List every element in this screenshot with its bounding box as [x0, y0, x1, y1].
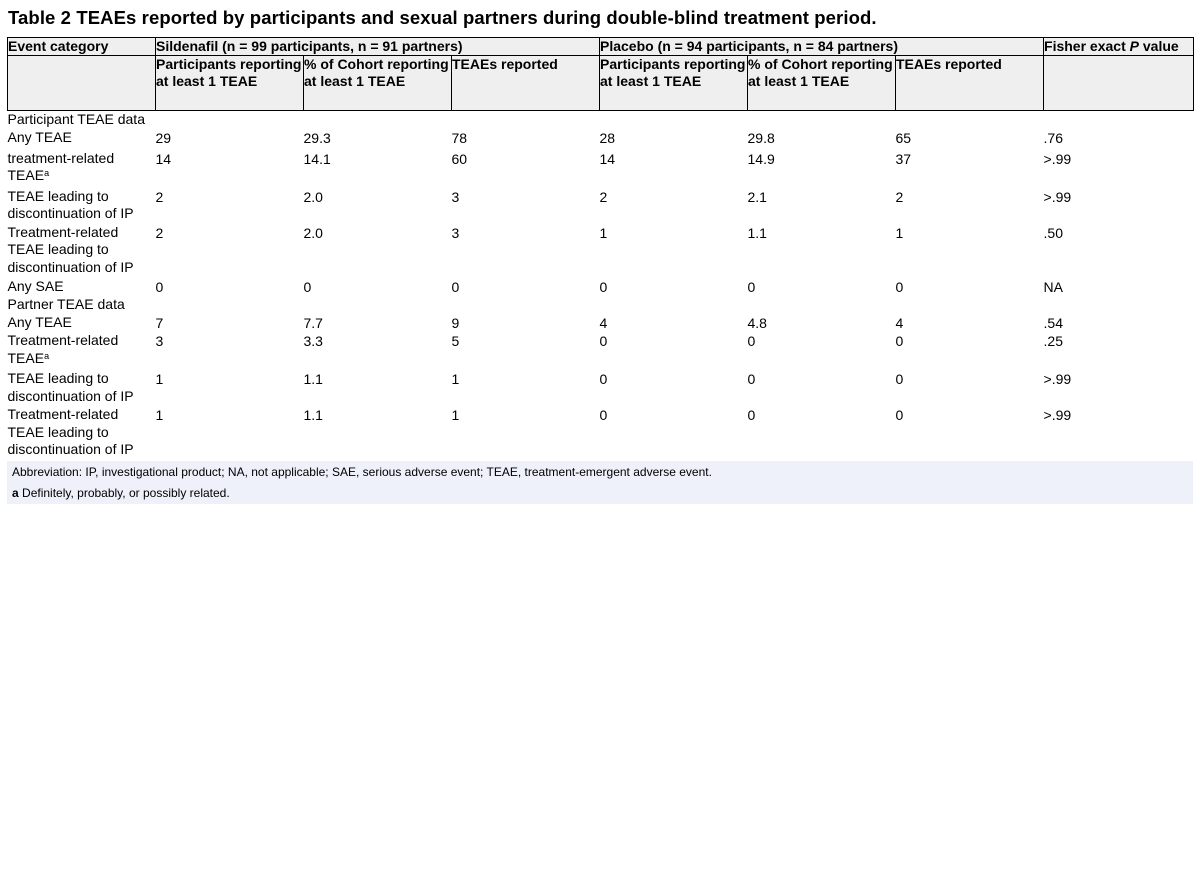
cell-value: 29 — [155, 129, 172, 146]
cell-value: 3.3 — [303, 333, 323, 349]
cell-value: 0 — [747, 278, 756, 295]
cell-value: 28 — [599, 129, 616, 146]
row-label — [8, 129, 156, 150]
footnote-a: a Definitely, probably, or possibly related. — [12, 486, 230, 500]
row-label — [8, 150, 156, 188]
row-label-text: Treatment-related TEAE leading to discontinuation of IP — [7, 223, 134, 275]
row-label-text: treatment-related TEAE — [7, 149, 115, 183]
cell-value: .76 — [1043, 129, 1063, 146]
cell-value: 4.8 — [747, 314, 767, 331]
cell-value: 2.1 — [747, 188, 767, 205]
header-row-sub — [8, 56, 1194, 111]
cell-value: 3 — [155, 333, 164, 349]
row-label-text: Treatment-related TEAE leading to discontinuation of IP — [7, 406, 134, 457]
cell-value: 0 — [451, 278, 460, 295]
cell-value: 65 — [895, 129, 912, 146]
row-label-text: Any TEAE — [7, 313, 72, 330]
cell-value: 4 — [599, 314, 608, 331]
cell-value: 0 — [895, 407, 904, 423]
cell-value: 7 — [155, 314, 164, 331]
header-sil-participants: Participants reporting at least 1 TEAE — [156, 56, 304, 111]
header-empty — [8, 56, 156, 111]
section-row — [8, 111, 1194, 129]
cell-value: 0 — [747, 407, 756, 423]
cell-value: 1 — [155, 407, 164, 423]
cell-value: >.99 — [1043, 371, 1072, 387]
cell-value: 0 — [747, 333, 756, 349]
cell-value: 2.0 — [303, 188, 323, 205]
section-label: Participant TEAE data — [7, 111, 145, 127]
teae-table — [7, 37, 1194, 460]
cell-value: >.99 — [1043, 150, 1072, 167]
table-row — [8, 370, 1194, 406]
row-label — [8, 188, 156, 224]
row-label — [8, 370, 156, 406]
cell-value: 37 — [895, 150, 912, 167]
cell-value: .50 — [1043, 224, 1063, 241]
table-row — [8, 332, 1194, 370]
cell-value: 78 — [451, 129, 468, 146]
row-label — [8, 406, 156, 460]
cell-value: 14 — [599, 150, 616, 167]
cell-value: 0 — [599, 407, 608, 423]
cell-value: 1.1 — [747, 224, 767, 241]
cell-value: .54 — [1043, 314, 1063, 331]
cell-value: >.99 — [1043, 407, 1072, 423]
footnotes — [7, 461, 1193, 504]
row-label-text: Treatment-related TEAE — [7, 332, 119, 366]
row-label-text: Any SAE — [7, 277, 64, 294]
cell-value: 1 — [451, 407, 460, 423]
cell-value: 2 — [895, 188, 904, 205]
cell-value: 1.1 — [303, 371, 323, 387]
row-label — [8, 314, 156, 333]
cell-value: 2 — [599, 188, 608, 205]
header-pla-pct: % of Cohort reporting at least 1 TEAE — [748, 56, 896, 111]
cell-value: 14.9 — [747, 150, 775, 167]
cell-value: 14 — [155, 150, 172, 167]
header-fisher-p: Fisher exact P value — [1044, 38, 1194, 56]
cell-value: 29.8 — [747, 129, 775, 146]
cell-value: 29.3 — [303, 129, 331, 146]
table-body — [8, 111, 1194, 461]
header-row-groups — [8, 38, 1194, 56]
table-row — [8, 129, 1194, 150]
header-empty — [1044, 56, 1194, 111]
cell-value: .25 — [1043, 333, 1063, 349]
cell-value: 1 — [895, 224, 904, 241]
cell-value: 0 — [155, 278, 164, 295]
cell-value: 2 — [155, 224, 164, 241]
table-row — [8, 314, 1194, 333]
table-row — [8, 278, 1194, 297]
cell-value: 0 — [895, 371, 904, 387]
section-label: Partner TEAE data — [7, 296, 125, 312]
cell-value: 0 — [895, 333, 904, 349]
header-sil-teaes: TEAEs reported — [452, 56, 600, 111]
header-event-category: Event category — [8, 38, 156, 56]
header-pla-participants: Participants reporting at least 1 TEAE — [600, 56, 748, 111]
cell-value: NA — [1043, 278, 1063, 295]
cell-value: 3 — [451, 224, 460, 241]
table-row — [8, 188, 1194, 224]
row-label — [8, 278, 156, 297]
cell-value: 0 — [747, 371, 756, 387]
table-title: Table 2 TEAEs reported by participants and sexual partners during double-blind treatment period. — [8, 7, 877, 28]
cell-value: 60 — [451, 150, 468, 167]
footnote-abbreviation: Abbreviation: IP, investigational product; NA, not applicable; SAE, serious adverse event; TEAE, treatment-emergent adverse event. — [12, 465, 712, 479]
cell-value: 2 — [155, 188, 164, 205]
cell-value: 1 — [451, 371, 460, 387]
cell-value: 0 — [599, 278, 608, 295]
row-label-text: Any TEAE — [7, 128, 72, 145]
table-row — [8, 150, 1194, 188]
row-label-text: TEAE leading to discontinuation of IP — [7, 370, 134, 404]
footnote-marker: a — [44, 350, 50, 361]
cell-value: 2.0 — [303, 224, 323, 241]
section-row — [8, 296, 1194, 314]
cell-value: 0 — [303, 278, 312, 295]
row-label — [8, 332, 156, 370]
header-sildenafil: Sildenafil (n = 99 participants, n = 91 partners) — [156, 38, 600, 56]
header-sil-pct: % of Cohort reporting at least 1 TEAE — [304, 56, 452, 111]
row-label — [8, 224, 156, 278]
cell-value: 0 — [599, 371, 608, 387]
cell-value: 0 — [895, 278, 904, 295]
header-pla-teaes: TEAEs reported — [896, 56, 1044, 111]
cell-value: 4 — [895, 314, 904, 331]
cell-value: >.99 — [1043, 188, 1072, 205]
footnote-marker: a — [44, 168, 50, 178]
cell-value: 7.7 — [303, 314, 323, 331]
cell-value: 3 — [451, 188, 460, 205]
header-placebo: Placebo (n = 94 participants, n = 84 partners) — [600, 38, 1044, 56]
table-row — [8, 406, 1194, 460]
cell-value: 1 — [599, 224, 608, 241]
row-label-text: TEAE leading to discontinuation of IP — [7, 187, 134, 221]
cell-value: 1.1 — [303, 407, 323, 423]
cell-value: 1 — [155, 371, 164, 387]
table-row — [8, 224, 1194, 278]
cell-value: 14.1 — [303, 150, 331, 167]
cell-value: 0 — [599, 333, 608, 349]
cell-value: 9 — [451, 314, 460, 331]
cell-value: 5 — [451, 333, 460, 349]
